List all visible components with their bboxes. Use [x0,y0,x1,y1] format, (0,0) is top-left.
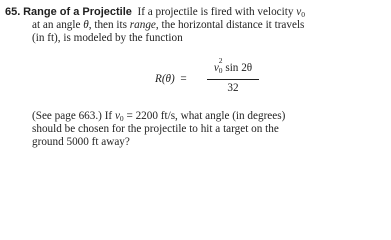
problem-text: at an angle [32,19,84,31]
formula-function: R(θ) [155,73,175,85]
formula-denominator: 32 [227,82,239,94]
velocity-symbol: v [296,6,302,18]
problem-line-6 [32,136,130,149]
numerator-sub-sup [218,56,223,77]
numerator-velocity: v [213,62,219,74]
numerator-sine: sin 2θ [222,62,253,74]
problem-text: , the horizontal distance it travels [155,19,305,31]
problem-number: 65. [5,6,21,18]
fraction-bar [207,79,259,80]
problem-text: = 2200 ft/s, what angle (in degrees) [123,110,286,122]
formula-numerator [207,56,259,77]
formula-lhs [155,73,187,85]
velocity-subscript: 0 [301,10,305,19]
problem-text: (See page 663.) If [32,110,115,122]
problem-text: , then its [88,19,130,31]
formula-fraction [207,56,259,95]
problem-line-2 [32,19,304,32]
problem-line-3 [32,32,183,45]
velocity-subscript: 0 [119,114,124,123]
velocity-symbol: v [114,110,120,122]
range-term: range [129,19,156,31]
problem-text: should be chosen for the projectile to hit a target on the [32,123,279,135]
numerator-subscript: 0 [218,66,223,75]
problem-text: If a projectile is fired with velocity [137,6,297,18]
problem-text: (in ft), is modeled by the function [32,32,183,44]
problem-text: ground 5000 ft away? [32,136,130,148]
problem-title: Range of a Projectile [23,6,132,18]
angle-symbol: θ [83,19,89,31]
numerator-exponent: 2 [218,56,223,65]
formula-equals: = [180,73,187,85]
problem-line-5 [32,123,279,136]
